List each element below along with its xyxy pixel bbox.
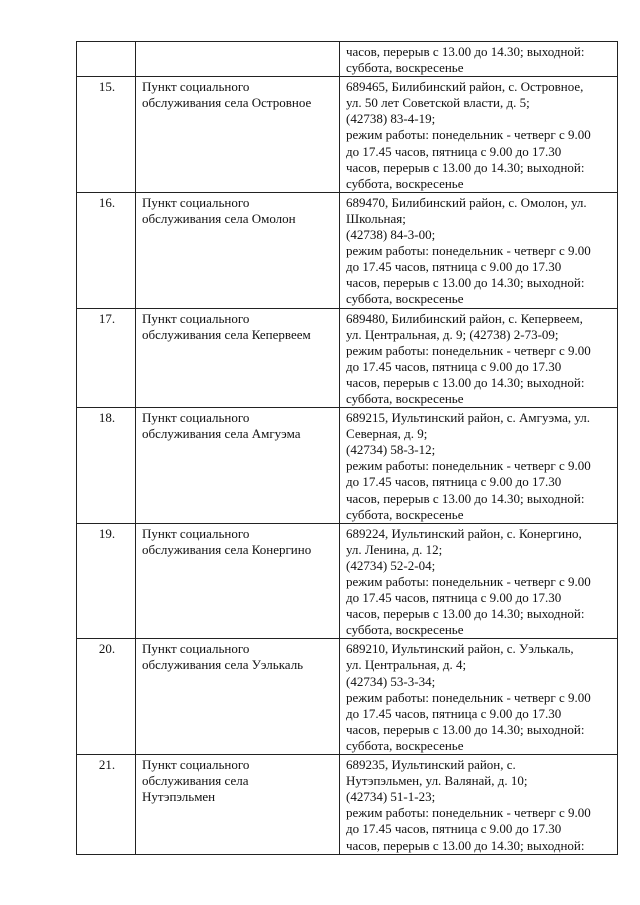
- info-line: суббота, воскресенье: [346, 291, 464, 307]
- info-line: ул. 50 лет Советской власти, д. 5;: [346, 95, 530, 111]
- info-line: суббота, воскресенье: [346, 506, 464, 522]
- address-and-hours: [340, 523, 618, 639]
- info-line: часов, перерыв с 13.00 до 14.30; выходной:: [346, 159, 585, 175]
- info-line: часов, перерыв с 13.00 до 14.30; выходной:: [346, 837, 585, 853]
- info-line: режим работы: понедельник - четверг с 9.00: [346, 342, 591, 358]
- name-line: Пункт социального: [142, 410, 250, 426]
- info-line: (42734) 52-2-04;: [346, 557, 436, 573]
- info-line: (42734) 51-1-23;: [346, 789, 436, 805]
- info-line: (42738) 83-4-19;: [346, 111, 436, 127]
- name-line: Нутэпэльмен: [142, 789, 216, 805]
- address-and-hours: [340, 42, 618, 77]
- address-and-hours: [340, 192, 618, 308]
- info-line: (42734) 53-3-34;: [346, 673, 436, 689]
- table-row: [77, 408, 618, 524]
- info-line: суббота, воскресенье: [346, 175, 464, 191]
- service-point-name: [136, 408, 340, 524]
- info-line: до 17.45 часов, пятница с 9.00 до 17.30: [346, 821, 562, 837]
- name-line: Пункт социального: [142, 79, 250, 95]
- info-line: 689235, Иультинский район, с.: [346, 757, 516, 773]
- service-point-name: [136, 192, 340, 308]
- info-line: до 17.45 часов, пятница с 9.00 до 17.30: [346, 358, 562, 374]
- row-number: 19.: [77, 523, 136, 639]
- name-line: Пункт социального: [142, 757, 250, 773]
- service-point-name: [136, 77, 340, 193]
- info-line: 689215, Иультинский район, с. Амгуэма, ул.: [346, 410, 591, 426]
- info-line: 689480, Билибинский район, с. Кепервеем,: [346, 310, 583, 326]
- name-line: обслуживания села Амгуэма: [142, 426, 301, 442]
- info-line: (42738) 84-3-00;: [346, 227, 436, 243]
- info-line: до 17.45 часов, пятница с 9.00 до 17.30: [346, 259, 562, 275]
- info-line: режим работы: понедельник - четверг с 9.00: [346, 805, 591, 821]
- table-row: [77, 639, 618, 755]
- row-number: 17.: [77, 308, 136, 408]
- row-number: [77, 42, 136, 77]
- table-body: [77, 42, 618, 855]
- table-row: [77, 523, 618, 639]
- table-row: [77, 192, 618, 308]
- address-and-hours: [340, 755, 618, 855]
- table-row: [77, 308, 618, 408]
- service-point-name: [136, 523, 340, 639]
- name-line: обслуживания села Омолон: [142, 210, 296, 226]
- name-line: обслуживания села Кепервеем: [142, 326, 311, 342]
- name-line: Пункт социального: [142, 525, 250, 541]
- info-line: часов, перерыв с 13.00 до 14.30; выходной:: [346, 275, 585, 291]
- info-line: часов, перерыв с 13.00 до 14.30; выходной:: [346, 44, 585, 59]
- table-row: [77, 77, 618, 193]
- info-line: до 17.45 часов, пятница с 9.00 до 17.30: [346, 590, 562, 606]
- info-line: 689210, Иультинский район, с. Уэлькаль,: [346, 641, 574, 657]
- info-line: Северная, д. 9;: [346, 426, 428, 442]
- info-line: 689465, Билибинский район, с. Островное,: [346, 79, 584, 95]
- address-and-hours: [340, 77, 618, 193]
- service-points-table: [76, 41, 618, 855]
- info-line: суббота, воскресенье: [346, 737, 464, 753]
- info-line: до 17.45 часов, пятница с 9.00 до 17.30: [346, 474, 562, 490]
- info-line: до 17.45 часов, пятница с 9.00 до 17.30: [346, 143, 562, 159]
- info-line: Нутэпэльмен, ул. Валянай, д. 10;: [346, 773, 528, 789]
- info-line: 689470, Билибинский район, с. Омолон, ул.: [346, 194, 587, 210]
- row-number: 21.: [77, 755, 136, 855]
- info-line: часов, перерыв с 13.00 до 14.30; выходной:: [346, 490, 585, 506]
- service-point-name: [136, 639, 340, 755]
- row-number: 15.: [77, 77, 136, 193]
- info-line: режим работы: понедельник - четверг с 9.00: [346, 574, 591, 589]
- info-line: 689224, Иультинский район, с. Конергино,: [346, 525, 582, 541]
- info-line: суббота, воскресенье: [346, 390, 464, 406]
- name-line: обслуживания села: [142, 773, 249, 789]
- info-line: часов, перерыв с 13.00 до 14.30; выходной:: [346, 374, 585, 390]
- info-line: режим работы: понедельник - четверг с 9.00: [346, 689, 591, 705]
- row-number: 18.: [77, 408, 136, 524]
- info-line: ул. Центральная, д. 9; (42738) 2-73-09;: [346, 326, 559, 342]
- name-line: Пункт социального: [142, 641, 250, 657]
- info-line: режим работы: понедельник - четверг с 9.00: [346, 243, 591, 259]
- table-row: [77, 755, 618, 855]
- info-line: до 17.45 часов, пятница с 9.00 до 17.30: [346, 705, 562, 721]
- info-line: часов, перерыв с 13.00 до 14.30; выходной:: [346, 721, 585, 737]
- info-line: ул. Центральная, д. 4;: [346, 657, 467, 673]
- table-row: [77, 42, 618, 77]
- address-and-hours: [340, 408, 618, 524]
- name-line: обслуживания села Конергино: [142, 541, 312, 557]
- info-line: суббота, воскресенье: [346, 60, 464, 76]
- info-line: режим работы: понедельник - четверг с 9.00: [346, 127, 591, 143]
- info-line: часов, перерыв с 13.00 до 14.30; выходной:: [346, 606, 585, 622]
- info-line: режим работы: понедельник - четверг с 9.00: [346, 458, 591, 474]
- address-and-hours: [340, 308, 618, 408]
- row-number: 20.: [77, 639, 136, 755]
- info-line: суббота, воскресенье: [346, 622, 464, 638]
- name-line: Пункт социального: [142, 194, 250, 210]
- name-line: обслуживания села Уэлькаль: [142, 657, 304, 673]
- service-point-name: [136, 308, 340, 408]
- name-line: обслуживания села Островное: [142, 95, 312, 111]
- address-and-hours: [340, 639, 618, 755]
- row-number: 16.: [77, 192, 136, 308]
- service-point-name: [136, 755, 340, 855]
- info-line: Школьная;: [346, 210, 406, 226]
- info-line: ул. Ленина, д. 12;: [346, 541, 443, 557]
- name-line: Пункт социального: [142, 310, 250, 326]
- service-point-name: [136, 42, 340, 77]
- info-line: (42734) 58-3-12;: [346, 442, 436, 458]
